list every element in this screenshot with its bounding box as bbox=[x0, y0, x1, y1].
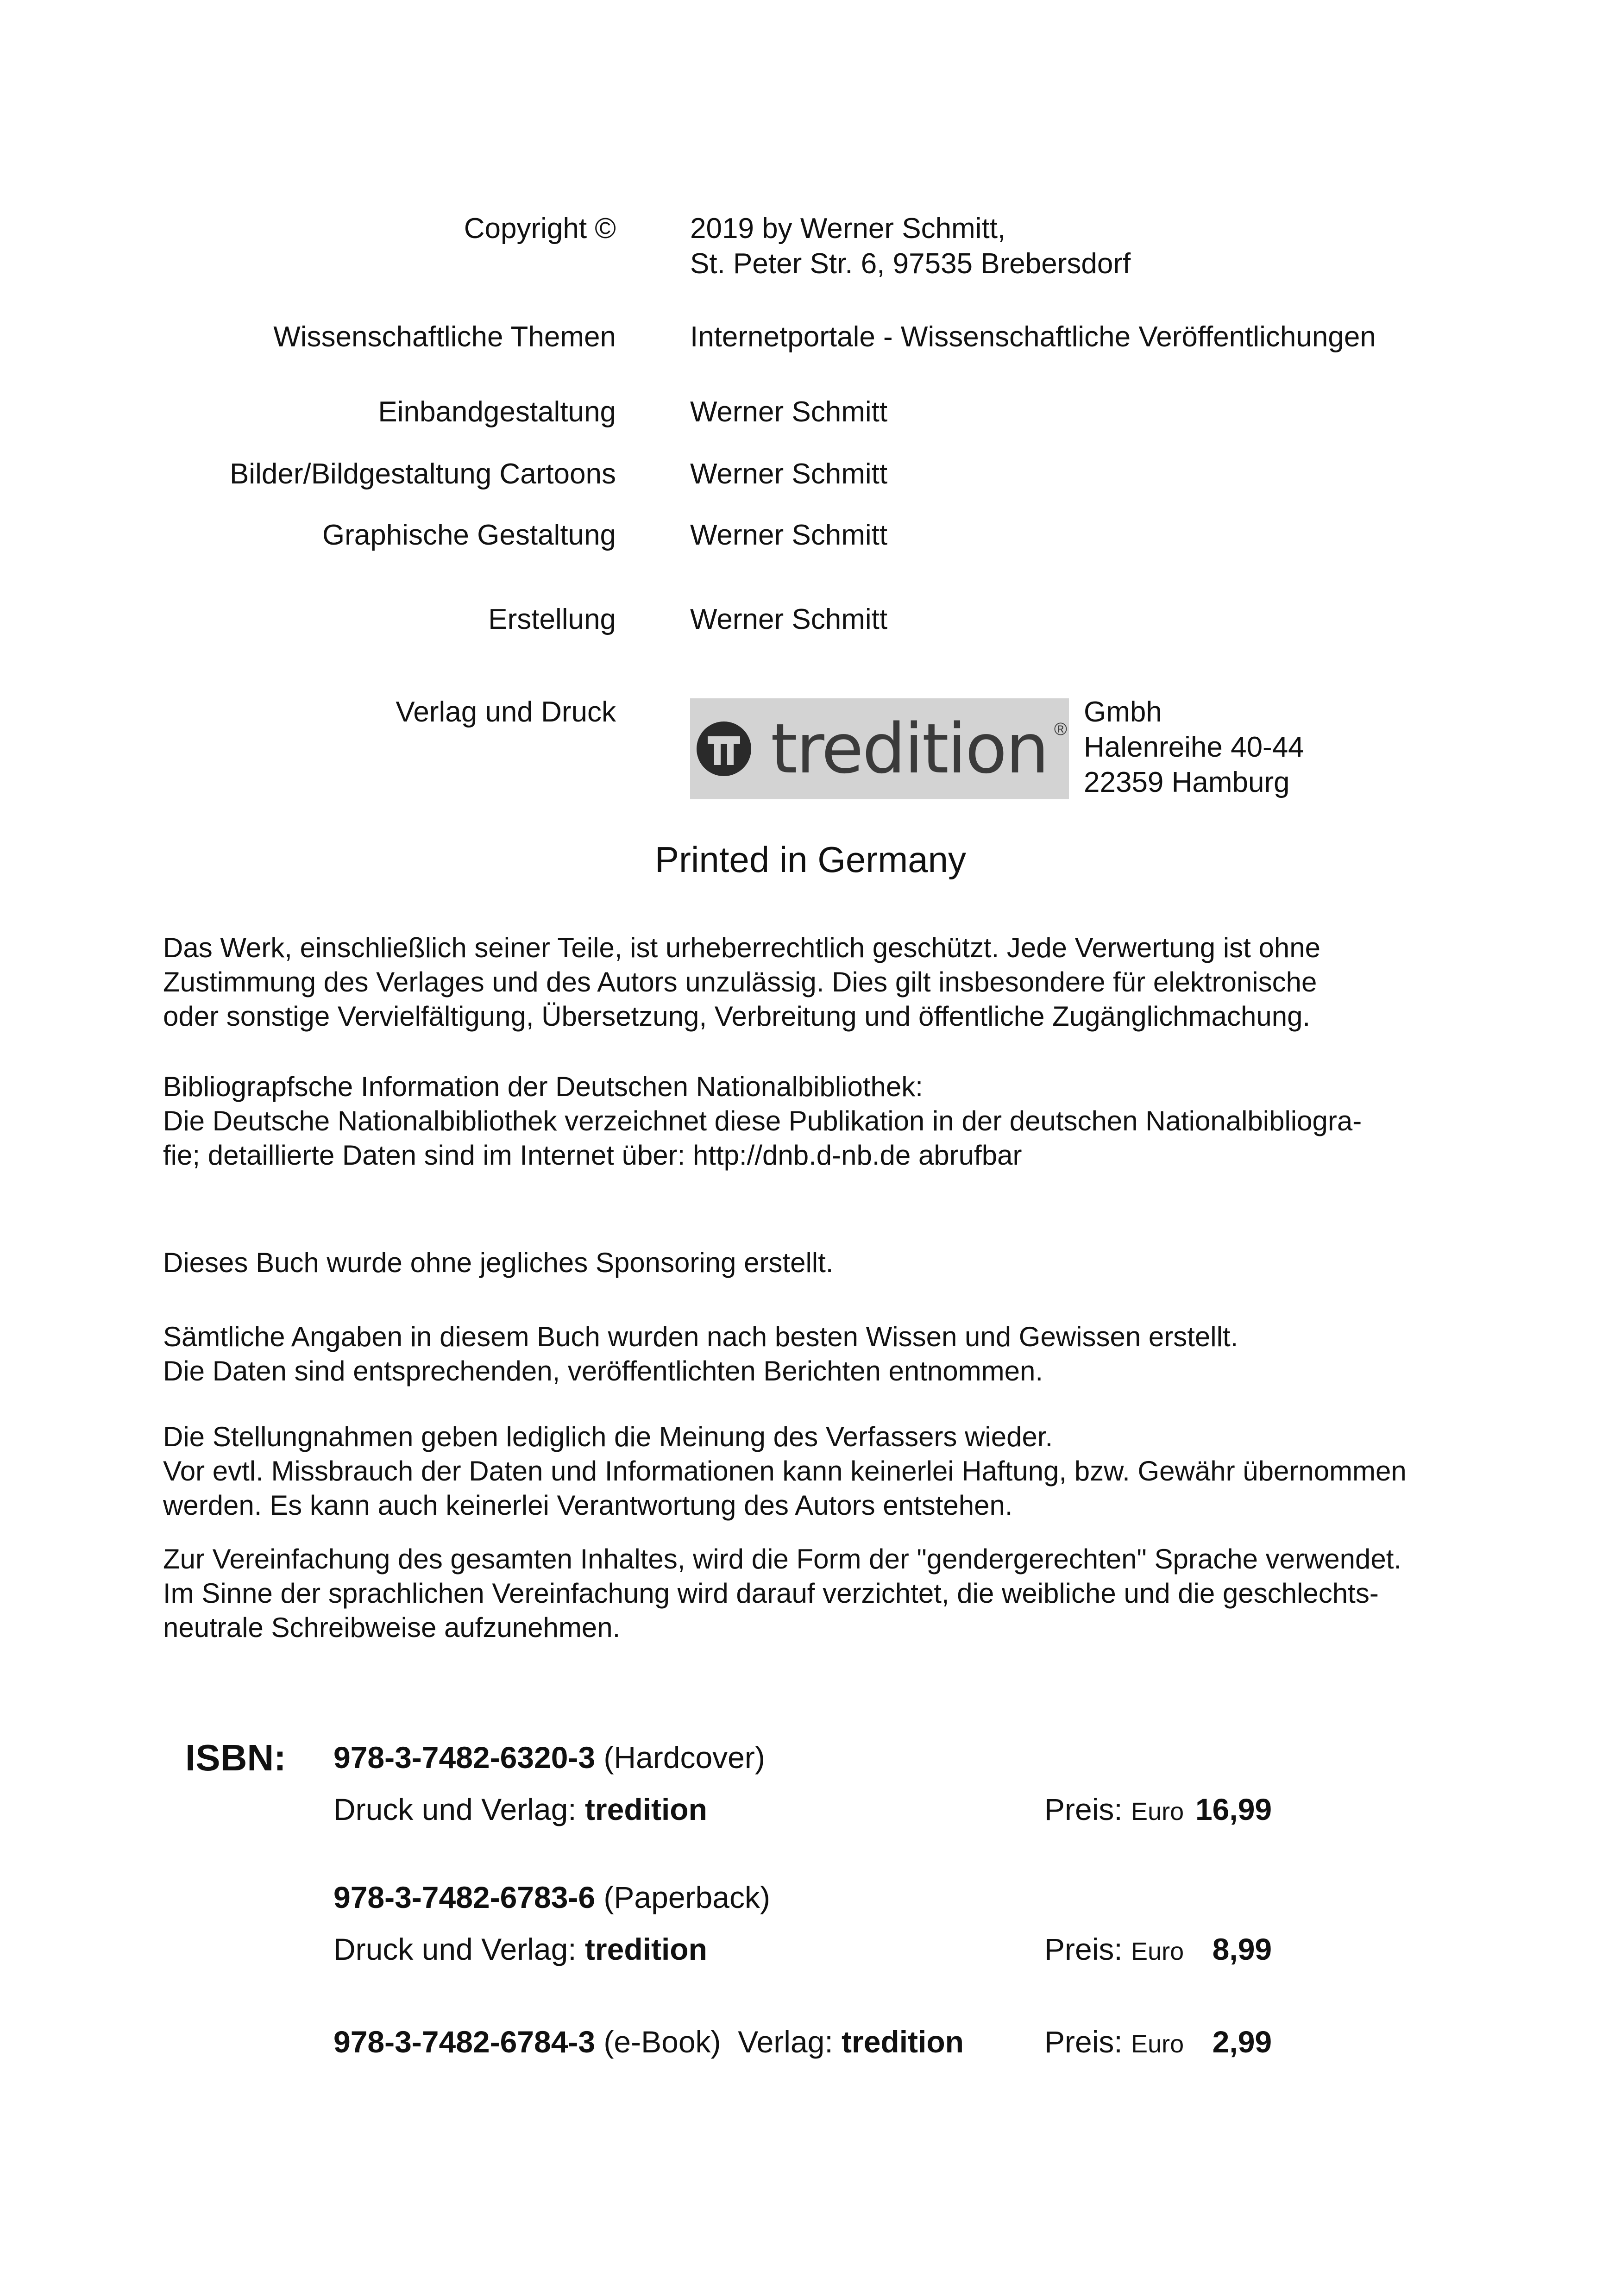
credit-value-themes: Internetportale - Wissenschaftliche Veröffentlichungen bbox=[690, 321, 1376, 353]
isbn-number: 978-3-7482-6320-3 bbox=[333, 1740, 596, 1775]
credit-label-themes: Wissenschaftliche Themen bbox=[273, 321, 616, 353]
tredition-mark-icon bbox=[697, 721, 751, 776]
verlag-label: Verlag: bbox=[738, 2025, 842, 2059]
credit-value-copyright bbox=[690, 211, 1131, 282]
accuracy-note bbox=[163, 1320, 1483, 1388]
publisher-address bbox=[1084, 695, 1304, 800]
publisher-logo bbox=[690, 698, 1069, 799]
logo-wordmark: tredition bbox=[771, 709, 1048, 789]
credit-value-graphics: Werner Schmitt bbox=[690, 519, 888, 551]
text-line: Bibliograpfsche Information der Deutschen Nationalbibliothek: bbox=[163, 1071, 923, 1102]
price-amount: 8,99 bbox=[1212, 1932, 1272, 1966]
liability-note bbox=[163, 1420, 1483, 1523]
copyright-notice bbox=[163, 931, 1483, 1034]
price-label: Preis: bbox=[1044, 2025, 1131, 2059]
text-line: neutrale Schreibweise aufzunehmen. bbox=[163, 1612, 621, 1643]
text-line: Zustimmung des Verlages und des Autors unzulässig. Dies gilt insbesondere für elektronische bbox=[163, 966, 1317, 997]
registered-mark: ® bbox=[1054, 720, 1067, 739]
credit-label-images: Bilder/Bildgestaltung Cartoons bbox=[229, 458, 616, 490]
text-line: fie; detaillierte Daten sind im Internet über: http://dnb.d-nb.de abrufbar bbox=[163, 1140, 1022, 1171]
price-ebook bbox=[1044, 2021, 1272, 2065]
bibliographic-info bbox=[163, 1070, 1483, 1173]
publisher-line-paperback bbox=[333, 1928, 707, 1970]
address-company: Gmbh bbox=[1084, 696, 1162, 728]
isbn-paperback bbox=[333, 1876, 770, 1918]
sponsoring-note bbox=[163, 1246, 1483, 1280]
price-paperback bbox=[1044, 1928, 1272, 1972]
publisher-name: tredition bbox=[584, 1792, 707, 1826]
gender-language-note bbox=[163, 1542, 1483, 1645]
text-line: Das Werk, einschließlich seiner Teile, ist urheberrechtlich geschützt. Jede Verwertung ist ohne bbox=[163, 932, 1320, 963]
credit-label-publisher: Verlag und Druck bbox=[396, 696, 616, 728]
isbn-hardcover bbox=[333, 1737, 765, 1778]
publisher-name: tredition bbox=[584, 1932, 707, 1966]
price-amount: 16,99 bbox=[1195, 1792, 1272, 1826]
address-street: Halenreihe 40-44 bbox=[1084, 731, 1304, 763]
text-line: Sämtliche Angaben in diesem Buch wurden nach besten Wissen und Gewissen erstellt. bbox=[163, 1321, 1238, 1352]
text-line: Dieses Buch wurde ohne jegliches Sponsoring erstellt. bbox=[163, 1247, 834, 1278]
credit-value-creation: Werner Schmitt bbox=[690, 603, 888, 635]
text-line: oder sonstige Vervielfältigung, Übersetzung, Verbreitung und öffentliche Zugänglichmachung. bbox=[163, 1001, 1311, 1032]
price-amount: 2,99 bbox=[1212, 2025, 1272, 2059]
publisher-line-hardcover bbox=[333, 1788, 707, 1830]
text-line: Die Deutsche Nationalbibliothek verzeichnet diese Publikation in der deutschen Nationalbibliogra- bbox=[163, 1105, 1362, 1136]
currency: Euro bbox=[1131, 1938, 1184, 1965]
text-line: Vor evtl. Missbrauch der Daten und Informationen kann keinerlei Haftung, bzw. Gewähr übernommen bbox=[163, 1455, 1407, 1487]
currency: Euro bbox=[1131, 2030, 1184, 2058]
isbn-label: ISBN: bbox=[185, 1737, 286, 1778]
druck-label: Druck und Verlag: bbox=[333, 1932, 585, 1966]
credit-label-cover: Einbandgestaltung bbox=[378, 396, 616, 428]
publisher-name: tredition bbox=[842, 2025, 964, 2059]
isbn-number: 978-3-7482-6784-3 bbox=[333, 2025, 596, 2059]
price-hardcover bbox=[1044, 1788, 1272, 1832]
credit-label-copyright: Copyright © bbox=[464, 213, 616, 245]
isbn-ebook bbox=[333, 2021, 964, 2063]
credit-value-images: Werner Schmitt bbox=[690, 458, 888, 490]
text-line: werden. Es kann auch keinerlei Verantwortung des Autors entstehen. bbox=[163, 1490, 1013, 1521]
isbn-number: 978-3-7482-6783-6 bbox=[333, 1880, 596, 1914]
text-line: Die Daten sind entsprechenden, veröffentlichten Berichten entnommen. bbox=[163, 1355, 1043, 1386]
price-label: Preis: bbox=[1044, 1792, 1131, 1826]
currency: Euro bbox=[1131, 1798, 1184, 1826]
text-line: Zur Vereinfachung des gesamten Inhaltes, wird die Form der "gendergerechten" Sprache verwendet. bbox=[163, 1543, 1402, 1575]
printed-in: Printed in Germany bbox=[655, 839, 966, 880]
isbn-format: (Paperback) bbox=[595, 1880, 770, 1914]
price-label: Preis: bbox=[1044, 1932, 1131, 1966]
isbn-format: (Hardcover) bbox=[595, 1740, 765, 1775]
copyright-address: St. Peter Str. 6, 97535 Brebersdorf bbox=[690, 248, 1131, 280]
credit-value-cover: Werner Schmitt bbox=[690, 396, 888, 428]
text-line: Die Stellungnahmen geben lediglich die Meinung des Verfassers wieder. bbox=[163, 1421, 1053, 1452]
credit-label-creation: Erstellung bbox=[488, 603, 616, 635]
isbn-format: (e-Book) bbox=[595, 2025, 721, 2059]
copyright-year-author: 2019 by Werner Schmitt, bbox=[690, 213, 1006, 245]
credit-label-graphics: Graphische Gestaltung bbox=[322, 519, 616, 551]
druck-label: Druck und Verlag: bbox=[333, 1792, 585, 1826]
text-line: Im Sinne der sprachlichen Vereinfachung wird darauf verzichtet, die weibliche und die geschlechts- bbox=[163, 1578, 1379, 1609]
address-city: 22359 Hamburg bbox=[1084, 766, 1290, 798]
